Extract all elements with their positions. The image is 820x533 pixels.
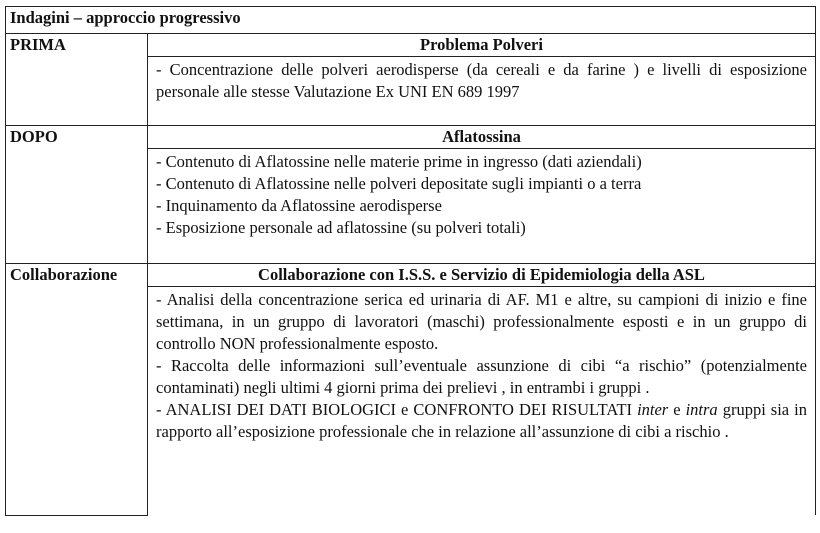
prima-heading: Problema Polveri xyxy=(148,34,816,57)
prima-line-1: - Concentrazione delle polveri aerodisperse (da cereali e da farine ) e livelli di esposizione personale alle stesse Valutazione Ex UNI EN 689 1997 xyxy=(156,60,807,101)
prima-heading-row xyxy=(6,34,816,57)
collab-heading-row xyxy=(6,264,816,287)
collab-line-1: - Analisi della concentrazione serica ed urinaria di AF. M1 e altre, su campioni di inizio e fine settimana, in un gruppo di lavoratori (maschi) professionalmente esposti e in un gruppo di controllo NON professionalmente esposto. xyxy=(156,290,807,353)
table-caption: Indagini – approccio progressivo xyxy=(6,7,816,34)
dopo-heading: Aflatossina xyxy=(148,126,816,149)
collab-line-3-inter: inter xyxy=(637,400,669,419)
dopo-line-3: - Inquinamento da Aflatossine aerodisperse xyxy=(156,196,442,215)
collab-line-3 xyxy=(156,399,807,443)
collab-body xyxy=(148,287,816,516)
collab-line-2: - Raccolta delle informazioni sull’eventuale assunzione di cibi “a rischio” (potenzialmente contaminati) negli ultimi 4 giorni prima dei prelievi , in entrambi i gruppi . xyxy=(156,356,807,397)
collab-line-3-part-b: e xyxy=(668,400,686,419)
collab-label: Collaborazione xyxy=(6,264,148,516)
dopo-heading-row xyxy=(6,126,816,149)
collab-line-3-part-c: gruppi sia in rapporto all’esposizione professionale che in relazione all’assunzione di cibi a rischio . xyxy=(156,400,807,441)
dopo-line-4: - Esposizione personale ad aflatossine (su polveri totali) xyxy=(156,218,526,237)
dopo-line-1: - Contenuto di Aflatossine nelle materie prime in ingresso (dati aziendali) xyxy=(156,152,642,171)
collab-heading: Collaborazione con I.S.S. e Servizio di Epidemiologia della ASL xyxy=(148,264,816,287)
caption-row xyxy=(6,7,816,34)
investigation-table xyxy=(5,6,816,516)
dopo-line-2: - Contenuto di Aflatossine nelle polveri depositate sugli impianti o a terra xyxy=(156,174,642,193)
dopo-body xyxy=(148,149,816,264)
collab-line-3-intra: intra xyxy=(685,400,718,419)
dopo-label: DOPO xyxy=(6,126,148,264)
collab-line-3-part-a: - ANALISI DEI DATI BIOLOGICI e CONFRONTO DEI RISULTATI xyxy=(156,400,638,419)
prima-body xyxy=(148,57,816,126)
prima-label: PRIMA xyxy=(6,34,148,126)
